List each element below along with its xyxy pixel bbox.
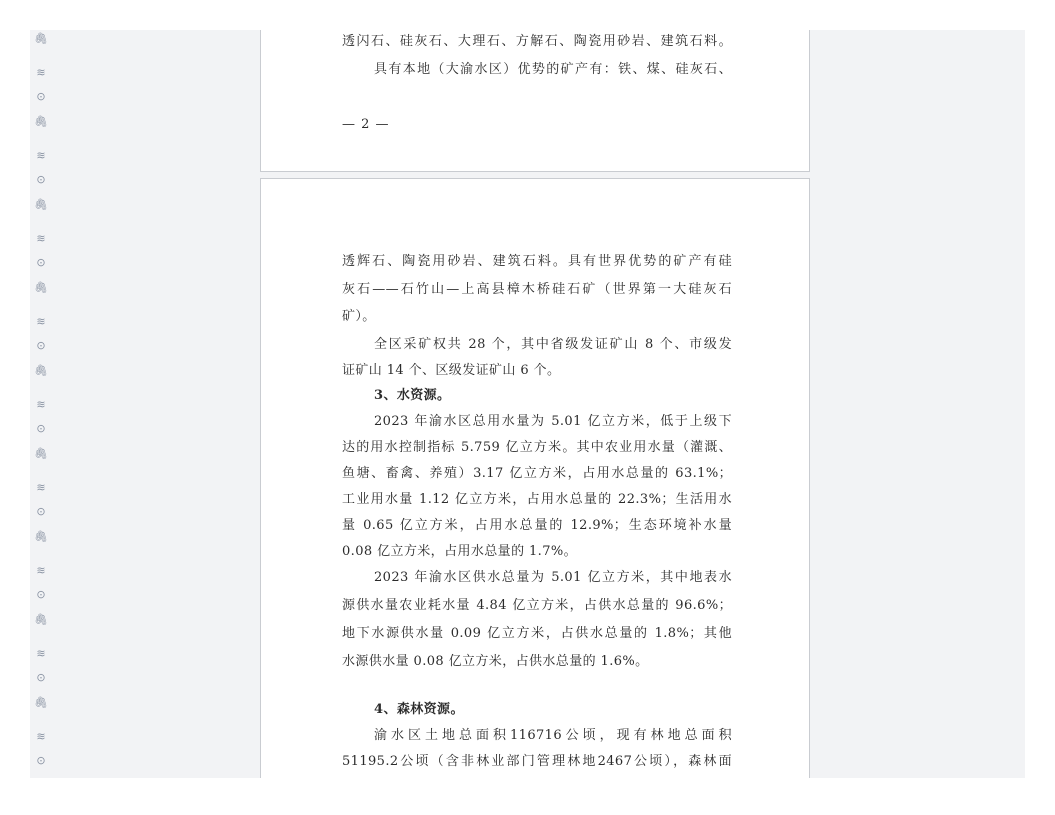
- target-icon[interactable]: ⊙: [36, 422, 46, 435]
- paragraph-line: 透辉石、陶瓷用砂岩、建筑石料。具有世界优势的矿产有硅: [342, 254, 732, 269]
- paperclip-icon[interactable]: 🖇: [34, 530, 48, 543]
- paperclip-icon[interactable]: 🖇: [34, 696, 48, 709]
- layers-icon[interactable]: ≋: [36, 730, 46, 743]
- paragraph-line: 51195.2公顷（含非林业部门管理林地2467公顷），森林面: [342, 754, 732, 769]
- target-icon[interactable]: ⊙: [36, 256, 46, 269]
- paragraph-line: 0.08 亿立方米，占用水总量的 1.7%。: [342, 544, 578, 559]
- paragraph-line: 证矿山 14 个、区级发证矿山 6 个。: [342, 363, 561, 378]
- layers-icon[interactable]: ≋: [36, 398, 46, 411]
- section-heading: 4、森林资源。: [374, 702, 464, 717]
- paperclip-icon[interactable]: 🖇: [34, 613, 48, 626]
- paragraph-line: 量 0.65 亿立方米，占用水总量的 12.9%；生态环境补水量: [342, 518, 732, 533]
- paragraph-line: 灰石——石竹山—上高县樟木桥硅石矿（世界第一大硅灰石: [342, 282, 732, 297]
- paragraph-line: 达的用水控制指标 5.759 亿立方米。其中农业用水量（灌溉、: [342, 440, 732, 455]
- paragraph-line: 鱼塘、畜禽、养殖）3.17 亿立方米，占用水总量的 63.1%；: [342, 466, 732, 481]
- paperclip-icon[interactable]: 🖇: [34, 198, 48, 211]
- layers-icon[interactable]: ≋: [36, 66, 46, 79]
- paragraph-line: 矿）。: [342, 309, 376, 324]
- annotation-gutter: [30, 30, 54, 778]
- target-icon[interactable]: ⊙: [36, 505, 46, 518]
- paragraph-line: 全区采矿权共 28 个，其中省级发证矿山 8 个、市级发: [374, 337, 732, 352]
- paperclip-icon[interactable]: 🖇: [34, 32, 48, 45]
- target-icon[interactable]: ⊙: [36, 754, 46, 767]
- page-number: — 2 —: [342, 117, 390, 132]
- paperclip-icon[interactable]: 🖇: [34, 447, 48, 460]
- layers-icon[interactable]: ≋: [36, 149, 46, 162]
- layers-icon[interactable]: ≋: [36, 647, 46, 660]
- paperclip-icon[interactable]: 🖇: [34, 115, 48, 128]
- target-icon[interactable]: ⊙: [36, 588, 46, 601]
- section-heading: 3、水资源。: [374, 388, 451, 403]
- target-icon[interactable]: ⊙: [36, 90, 46, 103]
- layers-icon[interactable]: ≋: [36, 564, 46, 577]
- paragraph-line: 工业用水量 1.12 亿立方米，占用水总量的 22.3%；生活用水: [342, 492, 732, 507]
- document-page: [260, 178, 810, 778]
- paragraph-line: 源供水量农业耗水量 4.84 亿立方米，占供水总量的 96.6%；: [342, 598, 732, 613]
- layers-icon[interactable]: ≋: [36, 481, 46, 494]
- layers-icon[interactable]: ≋: [36, 232, 46, 245]
- paragraph-line: 2023 年渝水区总用水量为 5.01 亿立方米，低于上级下: [374, 414, 732, 429]
- target-icon[interactable]: ⊙: [36, 173, 46, 186]
- paperclip-icon[interactable]: 🖇: [34, 364, 48, 377]
- paperclip-icon[interactable]: 🖇: [34, 281, 48, 294]
- paragraph-line: 具有本地（大渝水区）优势的矿产有：铁、煤、硅灰石、: [374, 62, 732, 77]
- target-icon[interactable]: ⊙: [36, 339, 46, 352]
- paragraph-line: 渝水区土地总面积116716公顷，现有林地总面积: [374, 728, 732, 743]
- paragraph-line: 水源供水量 0.08 亿立方米，占供水总量的 1.6%。: [342, 654, 649, 669]
- paragraph-line: 地下水源供水量 0.09 亿立方米，占供水总量的 1.8%；其他: [342, 626, 732, 641]
- target-icon[interactable]: ⊙: [36, 671, 46, 684]
- paragraph-line: 透闪石、硅灰石、大理石、方解石、陶瓷用砂岩、建筑石料。: [342, 34, 732, 49]
- layers-icon[interactable]: ≋: [36, 315, 46, 328]
- document-viewer[interactable]: [30, 30, 1025, 778]
- paragraph-line: 2023 年渝水区供水总量为 5.01 亿立方米，其中地表水: [374, 570, 732, 585]
- document-page: [260, 30, 810, 172]
